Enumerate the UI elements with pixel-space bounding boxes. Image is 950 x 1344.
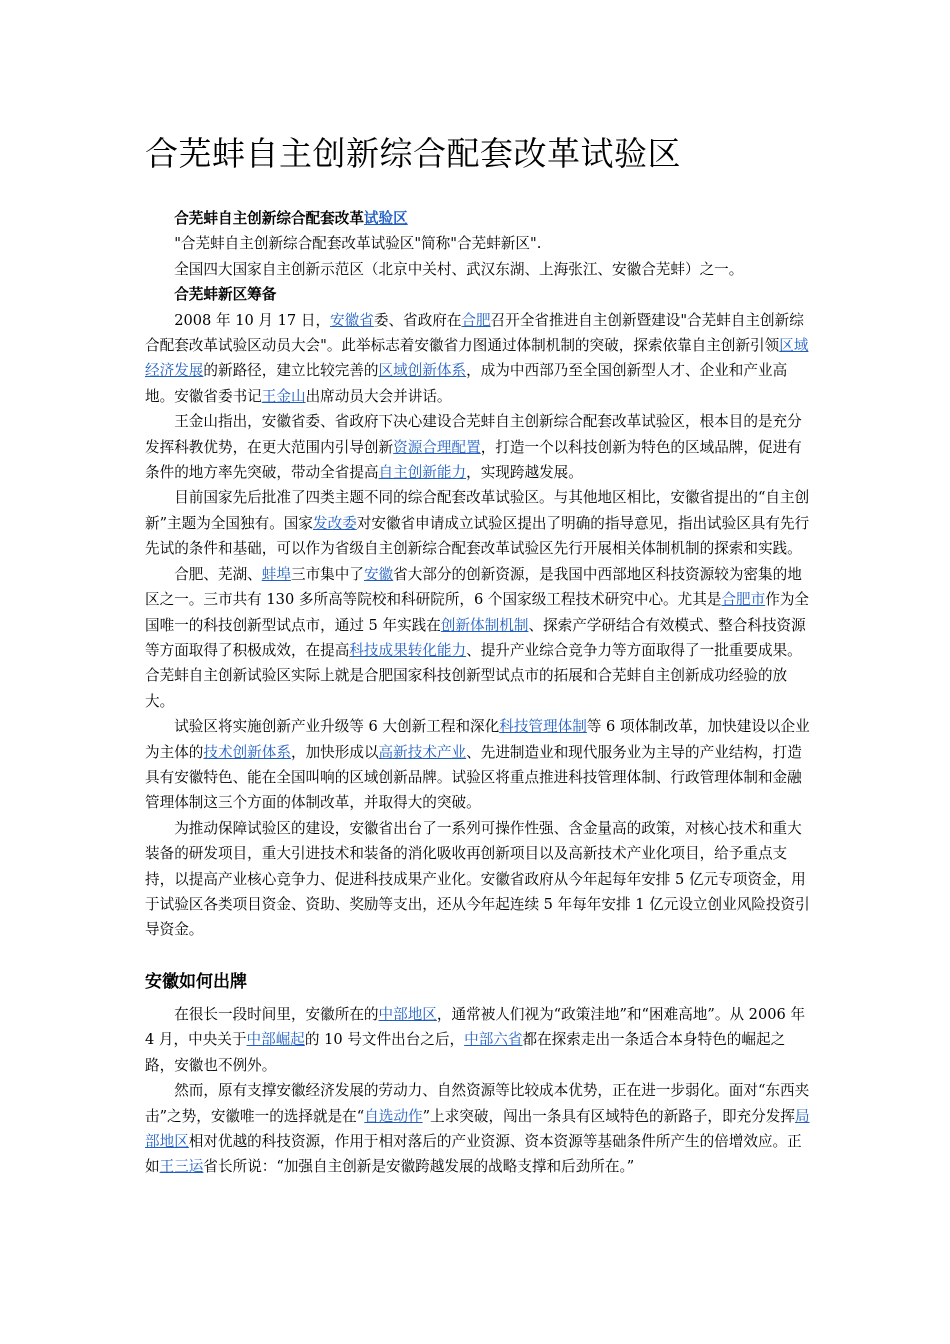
paragraph-text: 出席动员大会并讲话。 [305, 387, 452, 405]
subheading: 合芜蚌新区筹备 [174, 286, 277, 304]
paragraph-text: ”上求突破，闯出一条具有区域特色的新路子，即充分发挥 [422, 1107, 795, 1125]
inline-link[interactable]: 自选动作 [364, 1107, 423, 1125]
paragraph-7 [145, 1002, 810, 1078]
paragraph-text: 在很长一段时间里，安徽所在的 [174, 1006, 379, 1023]
paragraph-text: 为推动保障试验区的建设，安徽省出台了一系列可操作性强、含金量高的政策，对核心技术和重大装备的研发项目，重大引进技术和装备的消化吸收再创新项目以及高新技术产业化项目，给予重点支持，以提高产业核心竞争力、促进科技成果产业化。安徽省政府从今年起每年安排 5 亿元专项资金，用于试验区各类项目资金、资助、奖励等支出，还从今年起连续 5 年每年安排 1 亿元设立创业风险投资引导资金。 [145, 819, 810, 939]
paragraph-text: 都在探索走出一条适合本身特色的崛起之路，安徽也不例外。 [145, 1031, 786, 1074]
section-2 [145, 1002, 810, 1180]
inline-link[interactable]: 高新技术产业 [378, 743, 467, 761]
page-title: 合芜蚌自主创新综合配套改革试验区 [145, 134, 681, 173]
inline-link[interactable]: 区域创新体系 [378, 362, 467, 380]
paragraph-text: 2008 年 10 月 17 日， [174, 311, 331, 329]
paragraph-text: 试验区将实施创新产业升级等 6 大创新工程和深化 [174, 718, 500, 736]
inline-link[interactable]: 中部崛起 [246, 1031, 305, 1049]
section-1 [145, 206, 810, 943]
inline-link[interactable]: 发改委 [313, 514, 357, 532]
paragraph-text: ，实现跨越发展。 [466, 464, 583, 482]
intro-heading-text: 合芜蚌自主创新综合配套改革 [174, 210, 364, 227]
paragraph-text: 王金山指出，安徽省委、省政府下决心建设合芜蚌自主创新综合配套改革试验区，根本目的是充分发挥科教优势，在更大范围内引导创新 [145, 413, 802, 456]
paragraph-text: ，打造一个以科技创新为特色的区域品牌，促进有条件的地方率先突破，带动全省提高 [145, 438, 802, 482]
inline-link[interactable]: 资源合理配置 [393, 438, 481, 456]
inline-link[interactable]: 区域经济发展 [145, 337, 809, 380]
paragraph-text: 召开全省推进自主创新暨建设"合芜蚌自主创新综合配套改革试验区动员大会"。此举标志着安徽省力图通过体制机制的突破，探索依靠自主创新引领 [145, 311, 804, 355]
paragraph-text: ，通常被人们视为“政策洼地”和“困难高地”。从 2006 年 4 月，中央关于 [145, 1006, 806, 1049]
paragraph-text: 对安徽省申请成立试验区提出了明确的指导意见，指出试验区具有先行先试的条件和基础，可以作为省级自主创新综合配套改革试验区先行开展相关体制机制的探索和实践。 [145, 514, 810, 558]
paragraph-text: 然而，原有支撑安徽经济发展的劳动力、自然资源等比较成本优势，正在进一步弱化。面对“东西夹击”之势，安徽唯一的选择就是在“ [145, 1082, 810, 1125]
inline-link[interactable]: 合肥市 [721, 591, 766, 609]
link-shiyanqu[interactable]: 试验区 [363, 210, 408, 227]
inline-link[interactable]: 自主创新能力 [378, 464, 467, 482]
paragraph-text: 作为全国唯一的科技创新型试点市，通过 5 年实践在 [145, 591, 810, 634]
inline-link[interactable]: 局部地区 [145, 1107, 810, 1151]
paragraph-text: 、提升产业综合竞争力等方面取得了一批重要成果。合芜蚌自主创新试验区实际上就是合肥国家科技创新型试点市的拓展和合芜蚌自主创新成功经验的放大。 [145, 641, 802, 710]
inline-link[interactable]: 安徽省 [330, 311, 374, 329]
section-2-title: 安徽如何出牌 [145, 972, 247, 992]
paragraph-text: 省长所说：“加强自主创新是安徽跨越发展的战略支撑和后劲所在。” [203, 1158, 635, 1176]
paragraph-text: 、探索产学研结合有效模式、整合科技资源等方面取得了积极成效，在提高 [145, 616, 806, 659]
paragraph-6 [145, 816, 810, 943]
paragraph-text: ，成为中西部乃至全国创新型人才、企业和产业高地。安徽省委书记 [145, 362, 788, 405]
paragraph-text: 的 10 号文件出台之后， [304, 1031, 465, 1049]
paragraph-3 [145, 485, 810, 561]
paragraph-text: 合肥、芜湖、 [174, 565, 262, 583]
inline-link[interactable]: 王三运 [159, 1158, 204, 1176]
paragraph-text: 相对优越的科技资源，作用于相对落后的产业资源、资本资源等基础条件所产生的倍增效应。正如 [145, 1133, 802, 1176]
inline-link[interactable]: 安徽 [363, 565, 394, 583]
paragraph-2 [145, 409, 810, 485]
paragraph-4 [145, 562, 810, 714]
intro-heading [145, 206, 810, 231]
paragraph-text: 省大部分的创新资源，是我国中西部地区科技资源较为密集的地区之一。三市共有 130 多所高等院校和科研院所，6 个国家级工程技术研究中心。尤其是 [145, 565, 802, 609]
inline-link[interactable]: 蚌埠 [261, 565, 291, 583]
inline-link[interactable]: 创新体制机制 [440, 616, 529, 634]
paragraph-text: 的新路径，建立比较完善的 [203, 362, 379, 380]
inline-link[interactable]: 科技成果转化能力 [349, 641, 467, 659]
inline-link[interactable]: 中部六省 [464, 1031, 523, 1049]
intro-line-2: 全国四大国家自主创新示范区（北京中关村、武汉东湖、上海张江、安徽合芜蚌）之一。 [174, 260, 744, 278]
paragraph-text: 目前国家先后批准了四类主题不同的综合配套改革试验区。与其他地区相比，安徽省提出的“自主创新”主题为全国独有。国家 [145, 489, 810, 532]
paragraph-text: 等 6 项体制改革，加快建设以企业为主体的 [145, 718, 810, 761]
inline-link[interactable]: 合肥 [461, 311, 491, 329]
paragraph-text: 委、省政府在 [373, 311, 462, 329]
inline-link[interactable]: 中部地区 [378, 1006, 437, 1023]
paragraph-text: ，加快形成以 [290, 743, 379, 761]
paragraph-1 [145, 308, 810, 410]
paragraph-text: 、先进制造业和现代服务业为主导的产业结构，打造具有安徽特色、能在全国叫响的区域创新品牌。试验区将重点推进科技管理体制、行政管理体制和金融管理体制这三个方面的体制改革，并取得大的突破。 [145, 743, 802, 812]
inline-link[interactable]: 技术创新体系 [203, 743, 291, 761]
paragraph-text: 三市集中了 [290, 565, 364, 583]
paragraph-8 [145, 1078, 810, 1180]
inline-link[interactable]: 王金山 [261, 387, 306, 405]
inline-link[interactable]: 科技管理体制 [499, 718, 587, 736]
intro-line-1: "合芜蚌自主创新综合配套改革试验区"简称"合芜蚌新区". [174, 235, 542, 253]
paragraph-5 [145, 714, 810, 816]
